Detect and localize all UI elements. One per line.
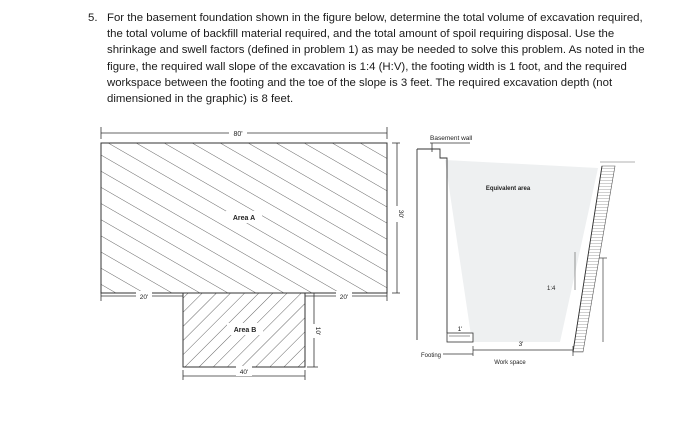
footing-shape: [447, 333, 473, 342]
dim-bottom-label: 40': [239, 369, 249, 376]
dim-top-label: 80': [233, 131, 243, 138]
dim-right-label: 20': [339, 294, 349, 301]
slope-ratio-label: 1:4: [547, 286, 556, 292]
equivalent-area-label: Equivalent area: [485, 186, 531, 192]
footing-label: Footing: [420, 353, 441, 359]
problem-text: For the basement foundation shown in the figure below, determine the total volume of excavation required, the total volume of backfill material required, and the total amount of spoil requiring disposal. Use the shrinkage and swell factors (defined in problem 1) as may be needed to solve this problem. As noted in the figure, the required wall slope of the excavation is 1:4 (H:V), the footing width is 1 foot, and the required workspace between the footing and the toe of the slope is 3 feet. The required excavation depth (not dimensioned in the graphic) is 8 feet.: [107, 12, 645, 106]
dim-right-side-label: 30': [397, 209, 404, 219]
dim-lower-side-label: 10': [314, 326, 321, 336]
basement-wall-label: Basement wall: [430, 135, 473, 142]
workspace-label: Work space: [494, 360, 526, 366]
area-b-label: Area B: [233, 327, 257, 334]
area-a-label: Area A: [232, 215, 256, 222]
footing-width-label: 1': [457, 326, 463, 333]
dim-left-label: 20': [139, 294, 149, 301]
workspace-width-label: 3': [518, 341, 524, 348]
plan-view: [101, 127, 404, 380]
basement-wall-outline: [417, 149, 447, 333]
problem-number: 5.: [88, 12, 98, 24]
section-view: [417, 135, 635, 366]
